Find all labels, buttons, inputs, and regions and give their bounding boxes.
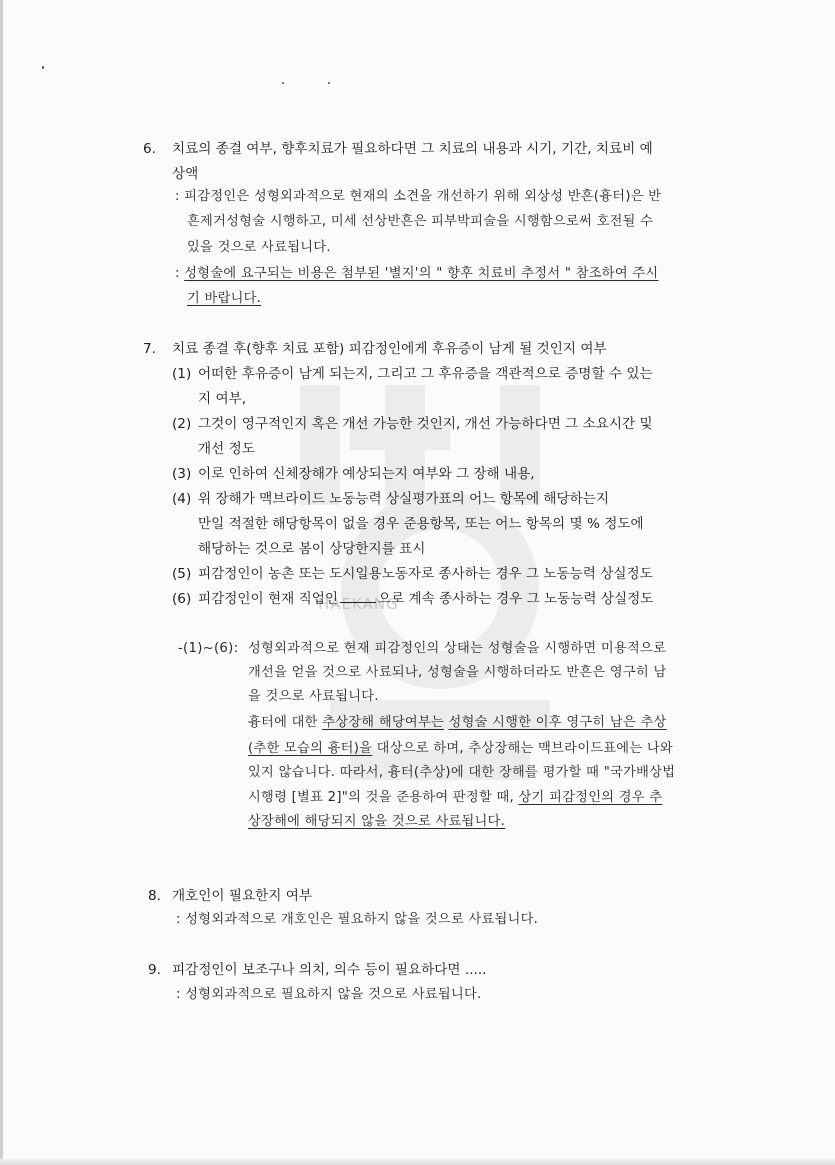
item-7-answer-line6: 있지 않습니다. 따라서, 흉터(추상)에 대한 장해를 평가할 때 "국가배상법 (248, 765, 676, 780)
item-7-sub3-line1: 이로 인하여 신체장해가 예상되는지 여부와 그 장해 내용, (198, 466, 535, 482)
conclusion-underline: 상기 피감정인의 경우 추 (518, 790, 663, 805)
scar-text: 흉터에 대한 (248, 715, 323, 730)
scan-speck (282, 82, 284, 84)
item-9-title: 피감정인이 보조구나 의치, 의수 등이 필요하다면 ..... (172, 962, 487, 978)
scan-left-edge (0, 0, 3, 1165)
item-8-answer: : 성형외과적으로 개호인은 필요하지 않을 것으로 사료됩니다. (176, 912, 539, 927)
scar-disability-underline: 추상장해 해당여부는 (322, 715, 445, 730)
scan-bottom-edge (0, 1159, 835, 1165)
item-7-sub4-line1: 위 장해가 맥브라이드 노동능력 상실평가표의 어느 항목에 해당하는지 (198, 491, 610, 507)
item-8-number: 8. (148, 888, 161, 904)
item-7-sub1-number: (1) (172, 366, 192, 382)
item-6-answer2-line2 (187, 290, 261, 308)
item-7-answer-line4 (248, 714, 667, 732)
item-7-answer-line5 (248, 740, 673, 758)
item-7-sub5-number: (5) (172, 566, 192, 582)
scan-speck (42, 66, 44, 69)
item-7-answer-line8 (248, 813, 505, 831)
item-8-title: 개호인이 필요한지 여부 (172, 888, 312, 904)
ugly-scar-underline: (추한 모습의 흉터)을 (248, 741, 373, 756)
item-6-answer2-line1 (175, 265, 658, 283)
answer2-prefix: : (175, 266, 185, 281)
target-text: 대상으로 하며, 추상장해는 맥브라이드표에는 나와 (372, 741, 673, 756)
item-7-sub2-line2: 개선 정도 (198, 441, 255, 457)
item-6-title-line1: 치료의 종결 여부, 향후치료가 필요하다면 그 치료의 내용과 시기, 기간, 치료비 예 (172, 141, 653, 157)
item-7-sub2-number: (2) (172, 416, 192, 432)
item-6-answer1-line3: 있을 것으로 사료됩니다. (187, 240, 331, 255)
item-6-title-line2: 상액 (172, 166, 199, 182)
item-6-answer1-line1: : 피감정인은 성형외과적으로 현재의 소견을 개선하기 위해 외상성 반흔(흉터)은 반 (175, 189, 662, 204)
item-7-sub3-number: (3) (172, 466, 192, 482)
conclusion-underline-cont: 상장해에 해당되지 않을 것으로 사료됩니다. (248, 814, 506, 829)
item-9-answer: : 성형외과적으로 필요하지 않을 것으로 사료됩니다. (176, 987, 482, 1002)
item-7-answer-line2: 개선을 얻을 것으로 사료되나, 성형술을 시행하더라도 반흔은 영구히 남 (248, 665, 667, 680)
item-7-answer-line3: 을 것으로 사료됩니다. (248, 689, 379, 704)
sub6-text-before: 피감정인이 현재 직업인 (198, 591, 338, 607)
item-7-sub2-line1: 그것이 영구적인지 혹은 개선 가능한 것인지, 개선 가능하다면 그 소요시간 및 (198, 416, 653, 432)
scan-speck (328, 82, 330, 84)
item-7-answer-line7 (248, 789, 662, 807)
item-7-answer-label: -(1)~(6): (178, 641, 239, 656)
item-7-sub1-line1: 어떠한 후유증이 남게 되는지, 그리고 그 후유증을 객관적으로 증명할 수 있는 (198, 366, 653, 382)
item-7-number: 7. (143, 341, 156, 357)
item-6-answer1-line2: 흔제거성형술 시행하고, 미세 선상반흔은 피부박피술을 시행함으로써 호전될 수 (187, 214, 654, 229)
item-7-sub6-line1 (198, 590, 653, 608)
decree-text: 시행령 [별표 2]"의 것을 준용하여 판정할 때, (248, 790, 519, 805)
occupation-blank (340, 590, 376, 603)
cost-reference-text: 성형술에 요구되는 비용은 첨부된 '별지'의 " 향후 치료비 추정서 " 참조하여 주시 (184, 266, 659, 281)
item-6-number: 6. (143, 141, 156, 157)
item-9-number: 9. (148, 962, 161, 978)
item-7-sub5-line1: 피감정인이 농촌 또는 도시일용노동자로 종사하는 경우 그 노동능력 상실정도 (198, 566, 653, 582)
item-7-sub4-line3: 해당하는 것으로 봄이 상당한지를 표시 (198, 541, 426, 557)
sub6-text-after: 으로 계속 종사하는 경우 그 노동능력 상실정도 (377, 591, 654, 607)
item-7-sub4-line2: 만일 적절한 해당항목이 없을 경우 준용항목, 또는 어느 항목의 몇 % 정도에 (198, 516, 644, 532)
cost-reference-text-cont: 기 바랍니다. (187, 291, 262, 306)
watermark-text: HAEKANG (318, 595, 399, 613)
item-7-sub1-line2: 지 여부, (198, 391, 247, 407)
item-7-sub6-number: (6) (172, 591, 192, 607)
permanent-scar-underline: 성형술 시행한 이후 영구히 남은 추상 (448, 715, 667, 730)
item-7-answer-line1: 성형외과적으로 현재 피감정인의 상태는 성형술을 시행하면 미용적으로 (248, 641, 667, 656)
item-7-title: 치료 종결 후(향후 치료 포함) 피감정인에게 후유증이 남게 될 것인지 여부 (172, 341, 607, 357)
item-7-sub4-number: (4) (172, 491, 192, 507)
